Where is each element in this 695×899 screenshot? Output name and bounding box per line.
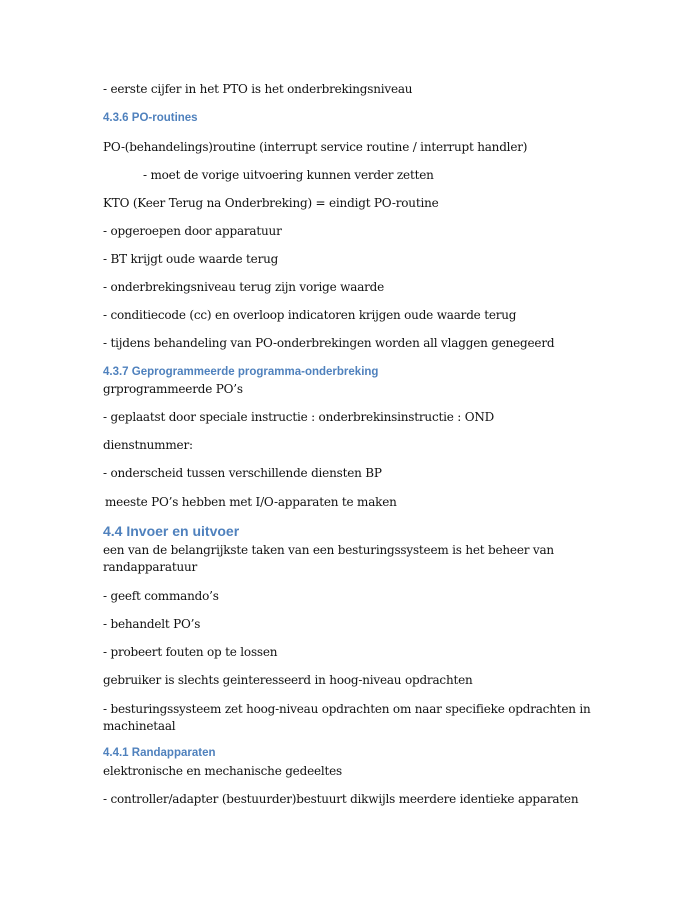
bullet-line: - opgeroepen door apparatuur	[103, 224, 282, 238]
bullet-line: - onderscheid tussen verschillende diensten BP	[103, 466, 382, 480]
bullet-line: - behandelt PO’s	[103, 617, 201, 631]
paragraph-line: KTO (Keer Terug na Onderbreking) = eindigt PO-routine	[103, 196, 439, 210]
paragraph-line: dienstnummer:	[103, 438, 193, 452]
heading-po-routines: 4.3.6 PO-routines	[103, 112, 198, 124]
bullet-line: - besturingssysteem zet hoog-niveau opdrachten om naar specifieke opdrachten in	[103, 702, 591, 716]
heading-invoer-en-uitvoer: 4.4 Invoer en uitvoer	[103, 523, 240, 539]
heading-geprogrammeerde-onderbreking: 4.3.7 Geprogrammeerde programma-onderbreking	[103, 366, 379, 378]
bullet-line: - onderbrekingsniveau terug zijn vorige waarde	[103, 280, 385, 294]
bullet-line: - controller/adapter (bestuurder)bestuurt dikwijls meerdere identieke apparaten	[103, 792, 579, 806]
indented-bullet-line: - moet de vorige uitvoering kunnen verder zetten	[143, 168, 434, 182]
paragraph-line: PO-(behandelings)routine (interrupt service routine / interrupt handler)	[103, 140, 528, 154]
bullet-line: - geplaatst door speciale instructie : onderbrekinsinstructie : OND	[103, 410, 495, 424]
bullet-line: - tijdens behandeling van PO-onderbrekingen worden all vlaggen genegeerd	[103, 336, 555, 350]
bullet-line: - BT krijgt oude waarde terug	[103, 252, 279, 266]
paragraph-line: randapparatuur	[103, 560, 198, 574]
paragraph-line: elektronische en mechanische gedeeltes	[103, 764, 342, 778]
bullet-line: - eerste cijfer in het PTO is het onderbrekingsniveau	[103, 82, 413, 96]
bullet-line: - conditiecode (cc) en overloop indicatoren krijgen oude waarde terug	[103, 308, 517, 322]
heading-randapparaten: 4.4.1 Randapparaten	[103, 747, 216, 759]
paragraph-line: gebruiker is slechts geinteresseerd in hoog-niveau opdrachten	[103, 673, 473, 687]
paragraph-line: grprogrammeerde PO’s	[103, 382, 243, 396]
paragraph-line: meeste PO’s hebben met I/O-apparaten te maken	[105, 495, 397, 509]
paragraph-line: een van de belangrijkste taken van een besturingssysteem is het beheer van	[103, 543, 554, 557]
paragraph-line: machinetaal	[103, 719, 176, 733]
bullet-line: - probeert fouten op te lossen	[103, 645, 278, 659]
bullet-line: - geeft commando’s	[103, 589, 219, 603]
